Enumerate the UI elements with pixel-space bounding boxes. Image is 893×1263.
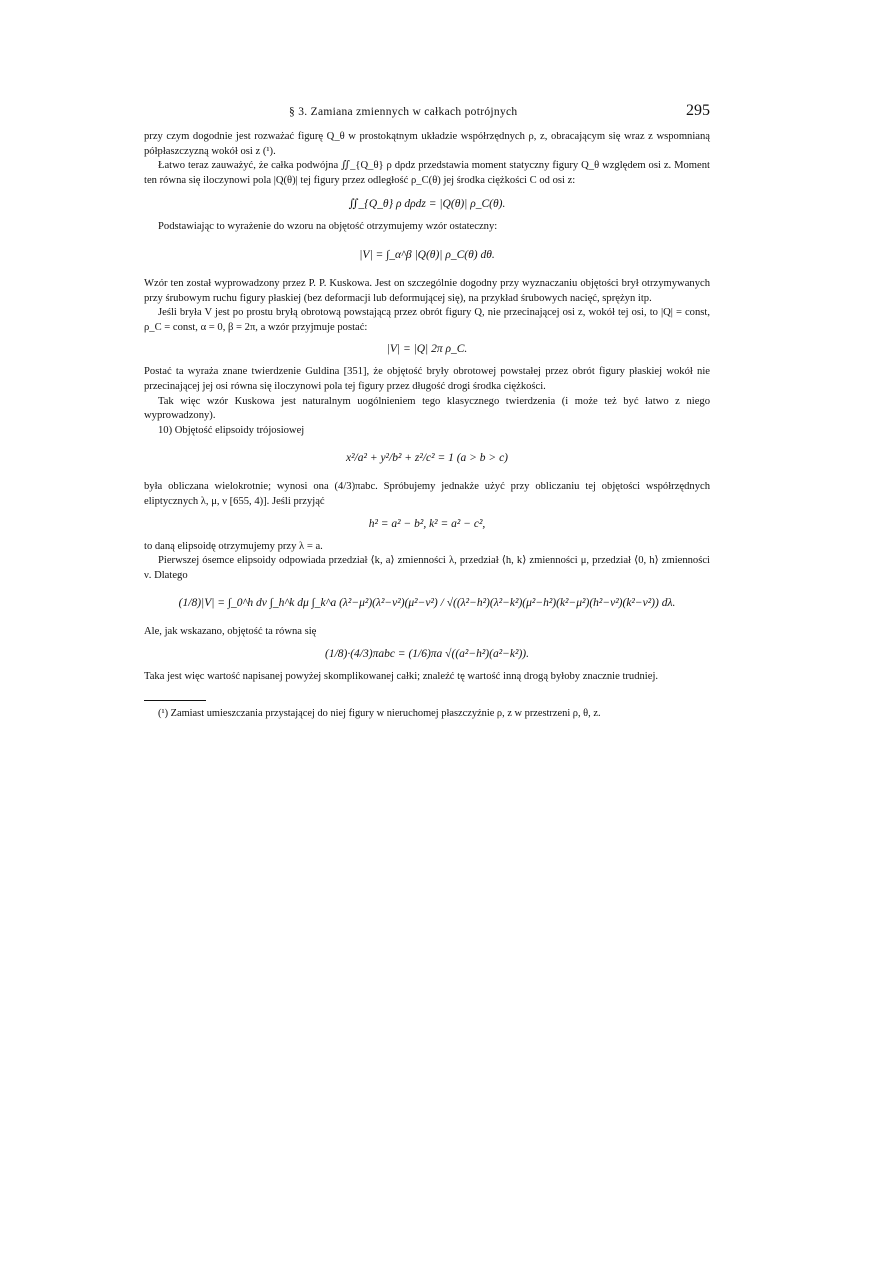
equation: |V| = |Q| 2π ρ_C. xyxy=(386,343,468,356)
paragraph: Pierwszej ósemce elipsoidy odpowiada przedział ⟨k, a⟩ zmienności λ, przedział ⟨h, k⟩ zmienności μ, przedział ⟨0, h⟩ zmienności ν. Dlatego xyxy=(144,555,710,581)
footnote: (¹) Zamiast umieszczania przystającej do niej figury w nieruchomej płaszczyźnie ρ, z w przestrzeni ρ, θ, z. xyxy=(158,708,601,720)
footnote-rule xyxy=(144,700,206,701)
paragraph: Podstawiając to wyrażenie do wzoru na objętość otrzymujemy wzór ostateczny: xyxy=(158,221,498,233)
book-page xyxy=(144,100,710,721)
paragraph: Taka jest więc wartość napisanej powyżej skomplikowanej całki; znaleźć tę wartość inną drogą byłoby znacznie trudniej. xyxy=(144,670,659,682)
paragraph: Łatwo teraz zauważyć, że całka podwójna ∬_{Q_θ} ρ dρdz przedstawia moment statyczny figury Q_θ względem osi z. Moment ten równa się iloczynowi pola |Q(θ)| tej figury przez odległość ρ_C(θ) jej środka ciężkości C od osi z: xyxy=(144,160,710,186)
paragraph: 10) Objętość elipsoidy trójosiowej xyxy=(158,424,305,436)
paragraph: była obliczana wielokrotnie; wynosi ona (4/3)πabc. Spróbujemy jednakże użyć przy obliczaniu tej objętości współrzędnych eliptycznych λ, μ, ν [655, 4)]. Jeśli przyjąć xyxy=(144,481,710,507)
paragraph: Tak więc wzór Kuskowa jest naturalnym uogólnieniem tego klasycznego twierdzenia (i może też być łatwo z niego wyprowadzony). xyxy=(144,395,710,422)
paragraph: Wzór ten został wyprowadzony przez P. P. Kuskowa. Jest on szczególnie dogodny przy wyznaczaniu objętości brył otrzymywanych przy śrubowym ruchu figury płaskiej (bez deformacji lub deformującej się), na przykład śrubowych nacięć, sprężyn itp. xyxy=(144,277,710,304)
page-number: 295 xyxy=(686,102,710,119)
paragraph: to daną elipsoidę otrzymujemy przy λ = a. xyxy=(144,540,323,552)
equation: x²/a² + y²/b² + z²/c² = 1 (a > b > c) xyxy=(346,452,508,465)
section-title: § 3. Zamiana zmiennych w całkach potrójnych xyxy=(289,106,518,118)
paragraph: Postać ta wyraża znane twierdzenie Guldina [351], że objętość bryły obrotowej powstałej przez obrót figury płaskiej wokół nie przecinającej jej osi równa się iloczynowi pola tej figury przez długość drogi środka ciężkości. xyxy=(144,366,710,392)
equation: h² = a² − b², k² = a² − c², xyxy=(368,517,486,530)
paragraph: Ale, jak wskazano, objętość ta równa się xyxy=(144,626,317,638)
equation: |V| = ∫_α^β |Q(θ)| ρ_C(θ) dθ. xyxy=(359,248,495,261)
equation: (1/8)|V| = ∫_0^h dν ∫_h^k dμ ∫_k^a (λ²−μ²)(λ²−ν²)(μ²−ν²) / √((λ²−h²)(λ²−k²)(μ²−h²)(k²−μ²)(h²−ν²)(k²−ν²)) dλ. xyxy=(178,597,676,610)
equation: (1/8)·(4/3)πabc = (1/6)πa √((a²−h²)(a²−k²)). xyxy=(324,647,530,660)
paragraph: Jeśli bryła V jest po prostu bryłą obrotową powstającą przez obrót figury Q, nie przecinającej osi z, wokół tej osi, to |Q| = const, ρ_C = const, α = 0, β = 2π, a wzór przyjmuje postać: xyxy=(144,307,710,333)
equation: ∬_{Q_θ} ρ dρdz = |Q(θ)| ρ_C(θ). xyxy=(348,198,506,211)
running-header xyxy=(144,100,710,130)
paragraph: przy czym dogodnie jest rozważać figurę Q_θ w prostokątnym układzie współrzędnych ρ, z, obracającym się wraz z wspomnianą półpłaszczyzną wokół osi z (¹). xyxy=(144,131,710,157)
